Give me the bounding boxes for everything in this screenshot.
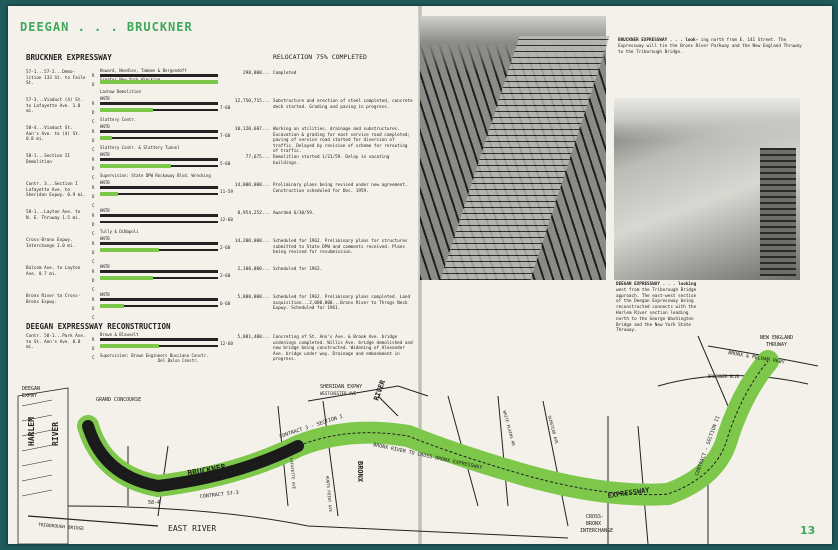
- row-desc: Demolition started 1/21/59. Delay in vacating buildings.: [273, 155, 390, 166]
- magazine-spread: [8, 6, 832, 544]
- row-date: 6-60: [220, 302, 231, 307]
- label-expwy: EXPWY: [22, 393, 38, 399]
- row-consultant: HNTB: [100, 152, 110, 157]
- label-bruckner: BRUCKNER: [186, 462, 227, 478]
- relocation-heading: RELOCATION 75% COMPLETED: [273, 53, 367, 61]
- deegan-row-desc: Concreting of St. Ann's Ave. & Brook Ave. bridge widenings completed. Willis Ave. bridge demolished and new bridge being constructed. Widening of Alexander Ave. bridge under way. Drainage and embankment in progress.: [273, 335, 413, 363]
- row-axis: R D C: [92, 157, 95, 180]
- row-name: Balcom Ave. to Layton Ave. 0.7 mi.: [26, 266, 81, 277]
- row-date: 7-60: [220, 106, 231, 111]
- row-axis: R D C: [92, 213, 95, 236]
- label-grand-concourse: GRAND CONCOURSE: [96, 397, 142, 403]
- bruckner-heading: BRUCKNER EXPRESSWAY: [26, 53, 112, 62]
- row-axis: R D C: [92, 269, 95, 292]
- row-name: Contr. 3...Section I Lafayette Ave. to Sheridan Expwy. 0.9 mi.: [26, 182, 86, 198]
- row-cost: 14,000,000...: [234, 183, 270, 188]
- label-bronx: BRONX: [356, 461, 364, 483]
- row-contractor-b: Supervision: State DPW Rockaway Blvd. Wrecking: [100, 173, 211, 178]
- caption-deegan-lead: DEEGAN EXPRESSWAY . . . looking: [616, 282, 697, 287]
- row-contractor-b: Slattery Contr. & Slattery Tunnel: [100, 145, 180, 150]
- deegan-row-contractor: Brown & Blauvelt: [100, 332, 139, 337]
- caption-deegan-text: west from the Triborough Bridge approach. The east-west section of the Deegan Expressway being reconstructed connects with the Harlem River section leading north to the George Washington Bridge and the New York State Thruway.: [616, 287, 697, 334]
- row-consultant: Howard, Needles, Tammen & Bergendoff: [100, 68, 187, 73]
- label-bronx-pelham: BRONX & PELHAM PKWY: [727, 350, 786, 366]
- east-river-shore: [68, 506, 568, 538]
- row-desc: Substructure and erection of steel completed, concrete deck started. Grading and paving in progress.: [273, 99, 413, 110]
- row-date: 12-60: [220, 218, 233, 223]
- row-cost: 77,675...: [245, 155, 270, 160]
- caption-bruckner-lead: BRUCKNER EXPRESSWAY . . . look-: [618, 38, 699, 43]
- label-contract-sec2: CONTRACT - SECTION II: [694, 415, 722, 477]
- row-date: 11-59: [220, 190, 233, 195]
- row-cost: 5,800,000...: [237, 295, 270, 300]
- masthead-title: DEEGAN . . . BRUCKNER: [20, 20, 193, 34]
- label-hunts-point: HUNTS POINT AVE: [325, 475, 334, 513]
- row-contractor-b: Lachow Demolition: [100, 89, 141, 94]
- row-cost: 298,000...: [242, 71, 270, 76]
- row-cost: 12,750,715...: [234, 99, 270, 104]
- deegan-row-date: 12-60: [220, 342, 233, 347]
- label-white-plains: WHITE PLAINS RD: [502, 409, 517, 447]
- row-name: 58-1...Layton Ave. to N. E. Thruway 1.5 mi.: [26, 210, 81, 221]
- row-desc: Scheduled for 1962.: [273, 267, 323, 272]
- row-date: 7-60: [220, 134, 231, 139]
- row-desc: Completed: [273, 71, 297, 76]
- deegan-row-contractor2: Del Balso Constr.: [158, 358, 199, 363]
- label-bronx-river-route: BRONX RIVER TO CROSS-BRONX EXPRESSWAY: [372, 442, 483, 472]
- label-east-river: EAST RIVER: [168, 524, 217, 533]
- row-consultant: HNTB: [100, 292, 110, 297]
- label-expressway: EXPRESSWAY: [607, 486, 651, 500]
- row-consultant: HNTB: [100, 96, 110, 101]
- row-axis: R D C: [92, 241, 95, 264]
- label-interchange: INTERCHANGE: [580, 528, 614, 534]
- route-map: [8, 6, 832, 544]
- label-olmstead: OLMSTEAD AVE: [547, 414, 560, 445]
- row-axis: R D C: [92, 101, 95, 124]
- row-desc: Preliminary plans being revised under new agreement. Construction scheduled for Dec. 1959.: [273, 183, 408, 194]
- label-deegan: DEEGAN: [22, 386, 41, 392]
- label-new-england: NEW ENGLAND: [760, 335, 794, 341]
- row-axis: R D C: [92, 185, 95, 208]
- label-cross: CROSS-: [586, 514, 605, 520]
- row-consultant: HNTB: [100, 264, 110, 269]
- caption-bruckner-text: ing north from E. 141 Street. The Expressway will tie the Bronx River Parkway and the New England Thruway to the Triborough Bridge.: [618, 38, 802, 55]
- row-consultant: HNTB: [100, 208, 110, 213]
- row-consultant: HNTB: [100, 236, 110, 241]
- row-name: 57-1...57-2...Demo-lition 133 St. to Faile St.: [26, 70, 86, 86]
- label-bruckner-blvd: BRUCKNER BLVD: [708, 374, 740, 379]
- label-triborough: TRIBOROUGH BRIDGE: [37, 523, 85, 533]
- row-date: 2-60: [220, 274, 231, 279]
- deegan-heading: DEEGAN EXPRESSWAY RECONSTRUCTION: [26, 322, 171, 331]
- row-axis: R D C: [92, 297, 95, 320]
- label-westchester: WESTCHESTER AVE: [320, 391, 357, 396]
- label-cross-bronx: BRONX: [586, 521, 602, 527]
- page-number: 13: [800, 524, 816, 537]
- deegan-row-supervision: Supervision: Brown Engineers Busciano Constr.: [100, 353, 209, 358]
- row-name: 58-4...Viaduct St. Ann's Ave. to (4) St. 0.8 mi.: [26, 126, 81, 142]
- row-contractor-b: Slattery Contr.: [100, 117, 137, 122]
- label-lafayette: LAFAYETTE AVE: [289, 457, 297, 490]
- row-name: 57-3...Viaduct (4) St. to Lafayette Ave. 1.0 mi.: [26, 98, 83, 114]
- row-desc: Working on utilities, drainage and substructures. Excavation & grading for east service road completed; paving of service road started for diversion of traffic. Delayed by revision of scheme for rerouting of traffic.: [273, 127, 411, 155]
- row-date: 2-60: [220, 246, 231, 251]
- row-axis: R D: [92, 73, 95, 87]
- row-cost: 2,100,000...: [237, 267, 270, 272]
- row-desc: Awarded 6/30/59.: [273, 211, 315, 216]
- harlem-river-shore: [18, 388, 68, 544]
- deegan-row-name: Contr. 58-1...Park Ave. to St. Ann's Ave. 0.8 mi.: [26, 334, 86, 350]
- row-consultant: HNTB: [100, 180, 110, 185]
- label-thruway: THRUWAY: [766, 342, 788, 348]
- label-contract-573: CONTRACT 57-3: [199, 489, 240, 500]
- deegan-row-cost: 5,081,400...: [237, 335, 270, 340]
- row-name: Bronx River to Cross-Bronx Expwy.: [26, 294, 81, 305]
- row-name: Cross-Bronx Expwy. Interchange 1.0 mi.: [26, 238, 76, 249]
- label-harlem: HARLEM: [27, 417, 36, 446]
- row-cost: 8,954,252...: [237, 211, 270, 216]
- row-consultant: HNTB: [100, 124, 110, 129]
- row-name: 58-1...Section II Demolition: [26, 154, 70, 165]
- row-date: 5-60: [220, 162, 231, 167]
- deegan-row-axis: R D C: [92, 337, 95, 360]
- row-contractor-b: Tully & DiNapoli: [100, 229, 139, 234]
- label-river: RIVER: [51, 421, 60, 446]
- label-river2: RIVER: [372, 379, 388, 402]
- label-584: 58-4: [148, 500, 161, 506]
- row-cost: 14,200,000...: [234, 239, 270, 244]
- row-desc: Scheduled for 1962. Preliminary plans for structures submitted to State DPW and comments received. Plans being revised for resubmission.: [273, 239, 408, 256]
- row-desc: Scheduled for 1962. Preliminary plans completed. Land acquisition...2,000,000...Bronx River to Throgs Neck Expwy. Scheduled for 1961.: [273, 295, 411, 312]
- street-grid: [128, 336, 818, 544]
- label-sheridan: SHERIDAN EXPWY: [320, 384, 363, 390]
- row-axis: R D C: [92, 129, 95, 152]
- row-cost: 10,120,607...: [234, 127, 270, 132]
- label-contract3: CONTRACT 3 - SECTION I: [278, 413, 344, 440]
